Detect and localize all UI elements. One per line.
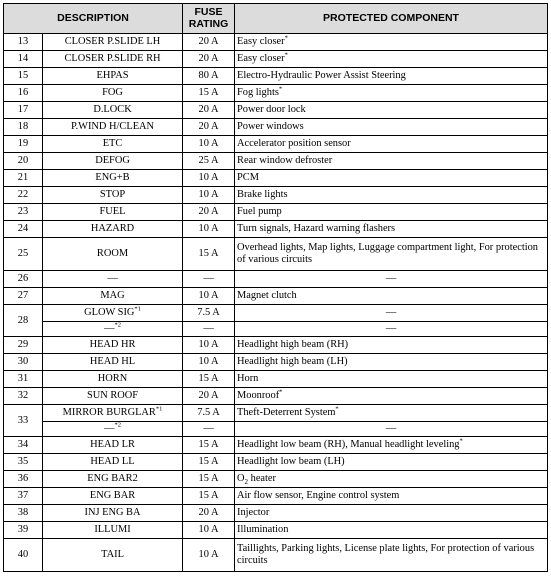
table-row bbox=[4, 51, 548, 68]
fuse-rating: 20 A bbox=[183, 204, 235, 221]
fuse-description-text: — bbox=[107, 273, 118, 285]
fuse-number: 18 bbox=[4, 119, 43, 136]
fuse-description bbox=[43, 136, 183, 153]
table-row bbox=[4, 288, 548, 305]
fuse-description-text: HEAD LR bbox=[90, 439, 135, 451]
protected-component-text: Illumination bbox=[237, 524, 289, 536]
protected-component-text: Power windows bbox=[237, 121, 304, 133]
fuse-number: 17 bbox=[4, 102, 43, 119]
fuse-description-text: HEAD HR bbox=[89, 339, 136, 351]
table-row bbox=[4, 354, 548, 371]
fuse-description bbox=[43, 539, 183, 572]
fuse-number: 40 bbox=[4, 539, 43, 572]
fuse-number: 36 bbox=[4, 471, 43, 488]
fuse-description-text: ETC bbox=[102, 138, 123, 150]
fuse-description-text: — bbox=[104, 323, 115, 335]
fuse-description bbox=[43, 388, 183, 405]
protected-component-text: Power door lock bbox=[237, 104, 306, 116]
protected-component-text: Headlight high beam (RH) bbox=[237, 339, 349, 351]
fuse-description-text: HEAD HL bbox=[89, 356, 136, 368]
protected-component bbox=[235, 85, 548, 102]
table-header-row bbox=[4, 4, 548, 34]
fuse-number: 22 bbox=[4, 187, 43, 204]
protected-component bbox=[235, 539, 548, 572]
fuse-rating: 7.5 A bbox=[183, 305, 235, 322]
protected-component bbox=[235, 221, 548, 238]
fuse-description bbox=[43, 102, 183, 119]
fuse-description bbox=[43, 34, 183, 51]
table-row bbox=[4, 187, 548, 204]
protected-component bbox=[235, 488, 548, 505]
fuse-rating: 20 A bbox=[183, 102, 235, 119]
table-row bbox=[4, 505, 548, 522]
protected-component bbox=[235, 337, 548, 354]
protected-component bbox=[235, 437, 548, 454]
fuse-description bbox=[43, 337, 183, 354]
table-row bbox=[4, 170, 548, 187]
footnote-marker: *1 bbox=[134, 305, 141, 313]
fuse-description-text: HEAD LL bbox=[90, 456, 135, 468]
fuse-rating: 15 A bbox=[183, 85, 235, 102]
subscript: 2 bbox=[244, 478, 249, 487]
table-row bbox=[4, 119, 548, 136]
fuse-description bbox=[43, 437, 183, 454]
fuse-rating: 7.5 A bbox=[183, 405, 235, 422]
fuse-number: 20 bbox=[4, 153, 43, 170]
protected-component bbox=[235, 170, 548, 187]
protected-component bbox=[235, 522, 548, 539]
protected-component-text: Theft-Deterrent System bbox=[237, 407, 336, 419]
fuse-description bbox=[43, 471, 183, 488]
protected-component-text: PCM bbox=[237, 172, 259, 184]
protected-component-text: Fuel pump bbox=[237, 206, 282, 218]
table-row bbox=[4, 34, 548, 51]
fuse-description-text: HAZARD bbox=[90, 223, 135, 235]
fuse-number: 34 bbox=[4, 437, 43, 454]
fuse-number: 23 bbox=[4, 204, 43, 221]
fuse-description bbox=[43, 271, 183, 288]
fuse-description bbox=[43, 51, 183, 68]
protected-component bbox=[235, 204, 548, 221]
protected-component: — bbox=[235, 322, 548, 337]
protected-component-text: Fog lights bbox=[237, 87, 279, 99]
table-row bbox=[4, 539, 548, 572]
protected-component bbox=[235, 354, 548, 371]
header-fuse-rating bbox=[183, 4, 235, 34]
fuse-rating: 10 A bbox=[183, 170, 235, 187]
fuse-description bbox=[43, 405, 183, 422]
fuse-rating: — bbox=[183, 422, 235, 437]
table-row bbox=[4, 337, 548, 354]
fuse-number: 13 bbox=[4, 34, 43, 51]
fuse-rating: 10 A bbox=[183, 522, 235, 539]
asterisk-marker: * bbox=[335, 405, 339, 413]
fuse-description bbox=[43, 153, 183, 170]
fuse-number: 30 bbox=[4, 354, 43, 371]
fuse-rating: 10 A bbox=[183, 187, 235, 204]
table-row bbox=[4, 388, 548, 405]
protected-component-text: Air flow sensor, Engine control system bbox=[237, 490, 400, 502]
fuse-rating: — bbox=[183, 322, 235, 337]
table-row bbox=[4, 371, 548, 388]
protected-component bbox=[235, 238, 548, 271]
fuse-rating: 80 A bbox=[183, 68, 235, 85]
protected-component bbox=[235, 136, 548, 153]
fuse-description-text: ENG BAR2 bbox=[87, 473, 138, 485]
protected-component bbox=[235, 102, 548, 119]
fuse-description-text: ENG BAR bbox=[89, 490, 136, 502]
fuse-rating: 20 A bbox=[183, 505, 235, 522]
fuse-description bbox=[43, 238, 183, 271]
table-row bbox=[4, 102, 548, 119]
fuse-description-text: INJ ENG BA bbox=[84, 507, 141, 519]
fuse-rating: 15 A bbox=[183, 454, 235, 471]
fuse-number: 24 bbox=[4, 221, 43, 238]
table-row bbox=[4, 471, 548, 488]
fuse-description bbox=[43, 170, 183, 187]
protected-component bbox=[235, 153, 548, 170]
fuse-description-text: — bbox=[104, 423, 115, 435]
protected-component-text: Horn bbox=[237, 373, 259, 385]
table-row bbox=[4, 153, 548, 170]
fuse-number: 26 bbox=[4, 271, 43, 288]
fuse-rating: 15 A bbox=[183, 471, 235, 488]
footnote-marker: *2 bbox=[114, 321, 121, 329]
fuse-description-text: P.WIND H/CLEAN bbox=[70, 121, 155, 133]
asterisk-marker: * bbox=[284, 34, 288, 42]
fuse-description-text: MAG bbox=[100, 290, 125, 302]
fuse-rating: 10 A bbox=[183, 221, 235, 238]
fuse-description bbox=[43, 454, 183, 471]
protected-component-text: Taillights, Parking lights, License plate lights, For protection of various circuits bbox=[237, 542, 535, 566]
table-row bbox=[4, 271, 548, 288]
protected-component-text: heater bbox=[248, 473, 277, 485]
table-row bbox=[4, 522, 548, 539]
asterisk-marker: * bbox=[279, 388, 283, 396]
protected-component bbox=[235, 51, 548, 68]
table-row bbox=[4, 454, 548, 471]
table-row bbox=[4, 437, 548, 454]
table-subrow bbox=[4, 322, 548, 337]
protected-component-text: Headlight high beam (LH) bbox=[237, 356, 348, 368]
header-description: DESCRIPTION bbox=[4, 4, 183, 34]
fuse-rating: 15 A bbox=[183, 437, 235, 454]
protected-component-text: Accelerator position sensor bbox=[237, 138, 351, 150]
fuse-number: 16 bbox=[4, 85, 43, 102]
protected-component-text: Easy closer bbox=[237, 36, 285, 48]
fuse-description bbox=[43, 119, 183, 136]
table-row bbox=[4, 85, 548, 102]
fuse-description-text: FUEL bbox=[99, 206, 126, 218]
fuse-description bbox=[43, 204, 183, 221]
fuse-table-container bbox=[3, 3, 547, 572]
fuse-rating: 10 A bbox=[183, 337, 235, 354]
fuse-description-text: ROOM bbox=[96, 248, 129, 260]
protected-component bbox=[235, 505, 548, 522]
fuse-number: 15 bbox=[4, 68, 43, 85]
protected-component-text: Rear window defroster bbox=[237, 155, 333, 167]
fuse-number: 27 bbox=[4, 288, 43, 305]
fuse-description bbox=[43, 505, 183, 522]
protected-component-text: Overhead lights, Map lights, Luggage compartment light, For protection of various circuits bbox=[237, 241, 538, 265]
fuse-description-text: TAIL bbox=[101, 549, 124, 561]
fuse-description bbox=[43, 68, 183, 85]
fuse-table-body bbox=[4, 34, 548, 572]
fuse-description-text: SUN ROOF bbox=[86, 390, 139, 402]
fuse-description-text: STOP bbox=[99, 189, 126, 201]
table-row bbox=[4, 238, 548, 271]
fuse-rating: 20 A bbox=[183, 51, 235, 68]
fuse-description bbox=[43, 187, 183, 204]
table-row bbox=[4, 68, 548, 85]
fuse-number: 37 bbox=[4, 488, 43, 505]
fuse-description bbox=[43, 322, 183, 337]
protected-component bbox=[235, 187, 548, 204]
table-row bbox=[4, 488, 548, 505]
fuse-rating: 10 A bbox=[183, 539, 235, 572]
fuse-rating: 10 A bbox=[183, 136, 235, 153]
fuse-number: 39 bbox=[4, 522, 43, 539]
fuse-description-text: CLOSER P.SLIDE LH bbox=[64, 36, 161, 48]
protected-component bbox=[235, 119, 548, 136]
fuse-description bbox=[43, 305, 183, 322]
protected-component-text: Headlight low beam (LH) bbox=[237, 456, 345, 468]
protected-component bbox=[235, 271, 548, 288]
fuse-number: 21 bbox=[4, 170, 43, 187]
protected-component bbox=[235, 388, 548, 405]
protected-component-text: Headlight low beam (RH), Manual headlight leveling bbox=[237, 439, 460, 451]
protected-component: — bbox=[235, 422, 548, 437]
fuse-rating: 10 A bbox=[183, 354, 235, 371]
table-row bbox=[4, 405, 548, 422]
fuse-description bbox=[43, 488, 183, 505]
protected-component bbox=[235, 471, 548, 488]
protected-component bbox=[235, 371, 548, 388]
table-row bbox=[4, 204, 548, 221]
protected-component-prefix: O bbox=[237, 473, 245, 485]
fuse-rating: 15 A bbox=[183, 238, 235, 271]
header-protected-component: PROTECTED COMPONENT bbox=[235, 4, 548, 34]
protected-component-text: Injector bbox=[237, 507, 270, 519]
protected-component bbox=[235, 454, 548, 471]
fuse-description-text: DEFOG bbox=[95, 155, 130, 167]
fuse-description bbox=[43, 522, 183, 539]
fuse-description-text: GLOW SIG bbox=[84, 307, 135, 319]
protected-component-text: Easy closer bbox=[237, 53, 285, 65]
asterisk-marker: * bbox=[278, 85, 283, 93]
protected-component bbox=[235, 305, 548, 322]
fuse-description bbox=[43, 288, 183, 305]
fuse-number: 38 bbox=[4, 505, 43, 522]
protected-component-text: Brake lights bbox=[237, 189, 288, 201]
fuse-description bbox=[43, 371, 183, 388]
asterisk-marker: * bbox=[459, 437, 463, 445]
fuse-description-text: CLOSER P.SLIDE RH bbox=[64, 53, 161, 65]
footnote-marker: *1 bbox=[155, 405, 163, 413]
protected-component-text: Moonroof bbox=[237, 390, 280, 402]
fuse-rating: 15 A bbox=[183, 371, 235, 388]
fuse-number: 25 bbox=[4, 238, 43, 271]
fuse-description-text: EHPAS bbox=[96, 70, 129, 82]
fuse-rating: — bbox=[183, 271, 235, 288]
fuse-number: 28 bbox=[4, 305, 43, 337]
fuse-number: 29 bbox=[4, 337, 43, 354]
fuse-description-text: D.LOCK bbox=[93, 104, 132, 116]
fuse-table bbox=[3, 3, 548, 572]
fuse-description-text: ILLUMI bbox=[94, 524, 131, 536]
fuse-rating: 20 A bbox=[183, 34, 235, 51]
protected-component-text: Magnet clutch bbox=[237, 290, 297, 302]
fuse-description bbox=[43, 354, 183, 371]
fuse-number: 32 bbox=[4, 388, 43, 405]
fuse-description bbox=[43, 85, 183, 102]
fuse-description-text: MIRROR BURGLAR bbox=[62, 407, 156, 419]
fuse-description-text: FOG bbox=[102, 87, 123, 99]
protected-component bbox=[235, 34, 548, 51]
protected-component-text: Turn signals, Hazard warning flashers bbox=[237, 223, 396, 235]
table-row bbox=[4, 136, 548, 153]
fuse-rating: 25 A bbox=[183, 153, 235, 170]
fuse-description bbox=[43, 221, 183, 238]
footnote-marker: *2 bbox=[114, 421, 121, 429]
protected-component bbox=[235, 405, 548, 422]
fuse-description-text: HORN bbox=[97, 373, 128, 385]
protected-component bbox=[235, 68, 548, 85]
protected-component-text: Electro-Hydraulic Power Assist Steering bbox=[237, 70, 406, 82]
fuse-rating: 20 A bbox=[183, 119, 235, 136]
protected-component-text: — bbox=[385, 273, 397, 285]
table-subrow bbox=[4, 422, 548, 437]
table-row bbox=[4, 305, 548, 322]
asterisk-marker: * bbox=[284, 51, 288, 59]
fuse-number: 35 bbox=[4, 454, 43, 471]
fuse-number: 14 bbox=[4, 51, 43, 68]
protected-component-text: — bbox=[385, 307, 397, 319]
table-row bbox=[4, 221, 548, 238]
fuse-number: 31 bbox=[4, 371, 43, 388]
fuse-number: 33 bbox=[4, 405, 43, 437]
header-fuse-rating-label: FUSE RATING bbox=[188, 5, 229, 30]
fuse-rating: 10 A bbox=[183, 288, 235, 305]
fuse-rating: 15 A bbox=[183, 488, 235, 505]
fuse-description bbox=[43, 422, 183, 437]
protected-component bbox=[235, 288, 548, 305]
fuse-rating: 20 A bbox=[183, 388, 235, 405]
fuse-number: 19 bbox=[4, 136, 43, 153]
fuse-description-text: ENG+B bbox=[95, 172, 130, 184]
